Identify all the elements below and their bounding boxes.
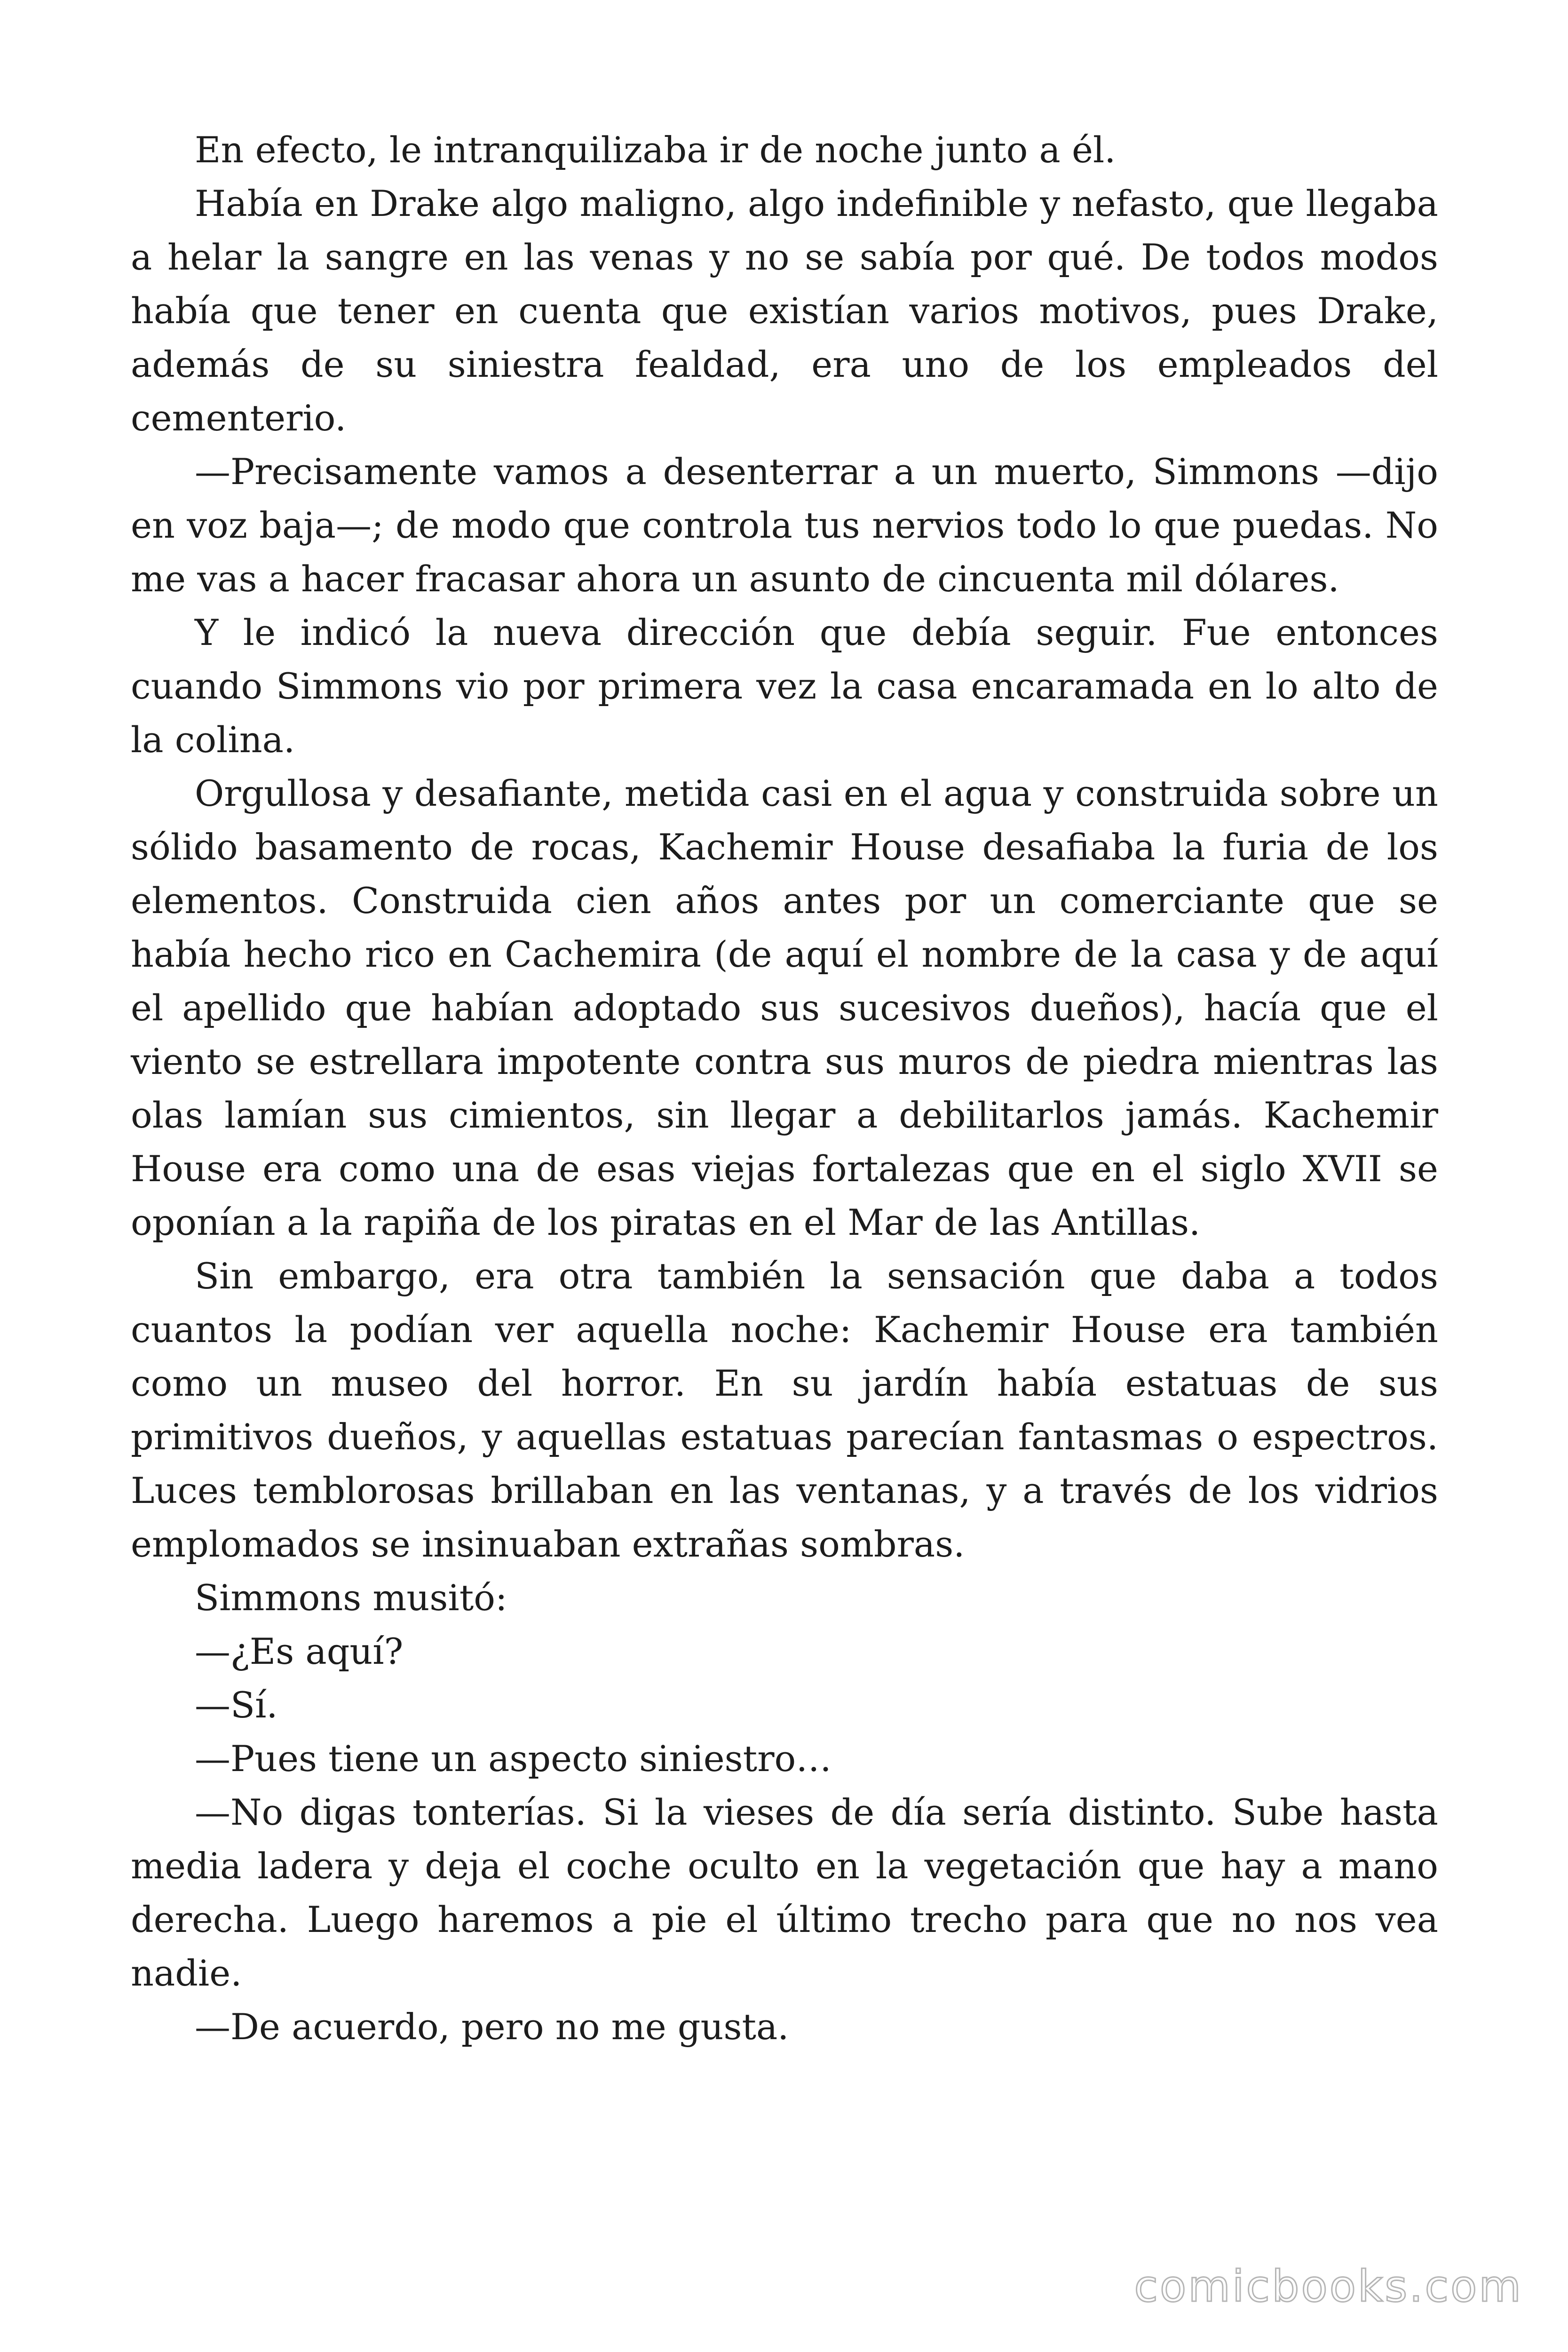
paragraph: —Pues tiene un aspecto siniestro… [195,1738,832,1780]
paragraph: —No digas tonterías. Si la vieses de día sería distinto. Sube hasta media ladera y deja el coche oculto en la vegetación que hay a mano derecha. Luego haremos a pie el último trecho para que no nos vea nadie. [131,1791,1438,1994]
paragraph: —Precisamente vamos a desenterrar a un muerto, Simmons —dijo en voz baja—; de modo que controla tus nervios todo lo que puedas. No me vas a hacer fracasar ahora un asunto de cincuenta mil dólares. [131,451,1438,600]
paragraph: Simmons musitó: [195,1577,507,1619]
paragraph: Orgullosa y desafiante, metida casi en el agua y construida sobre un sólido basamento de rocas, Kachemir House desafiaba la furia de los elementos. Construida cien años antes por un comerciante que se había hecho rico en Cachemira (de aquí el nombre de la casa y de aquí el apellido que habían adoptado sus sucesivos dueños), hacía que el viento se estrellara impotente contra sus muros de piedra mientras las olas lamían sus cimientos, sin llegar a debilitarlos jamás. Kachemir House era como una de esas viejas fortalezas que en el siglo XVII se oponían a la rapiña de los piratas en el Mar de las Antillas. [131,772,1438,1243]
paragraph: En efecto, le intranquilizaba ir de noche junto a él. [195,129,1116,171]
page-body-text [131,123,1438,2054]
watermark: comicbooks.com [1134,2261,1523,2312]
paragraph: Sin embargo, era otra también la sensación que daba a todos cuantos la podían ver aquella noche: Kachemir House era también como un museo del horror. En su jardín había estatuas de sus primitivos dueños, y aquellas estatuas parecían fantasmas o espectros. Luces temblorosas brillaban en las ventanas, y a través de los vidrios emplomados se insinuaban extrañas sombras. [131,1255,1438,1565]
paragraph: —Sí. [195,1684,278,1726]
paragraph: Había en Drake algo maligno, algo indefinible y nefasto, que llegaba a helar la sangre en las venas y no se sabía por qué. De todos modos había que tener en cuenta que existían varios motivos, pues Drake, además de su siniestra fealdad, era uno de los empleados del cementerio. [131,183,1438,439]
paragraph: —De acuerdo, pero no me gusta. [195,2006,789,2048]
paragraph: —¿Es aquí? [195,1630,404,1672]
paragraph: Y le indicó la nueva dirección que debía seguir. Fue entonces cuando Simmons vio por primera vez la casa encaramada en lo alto de la colina. [131,612,1438,761]
